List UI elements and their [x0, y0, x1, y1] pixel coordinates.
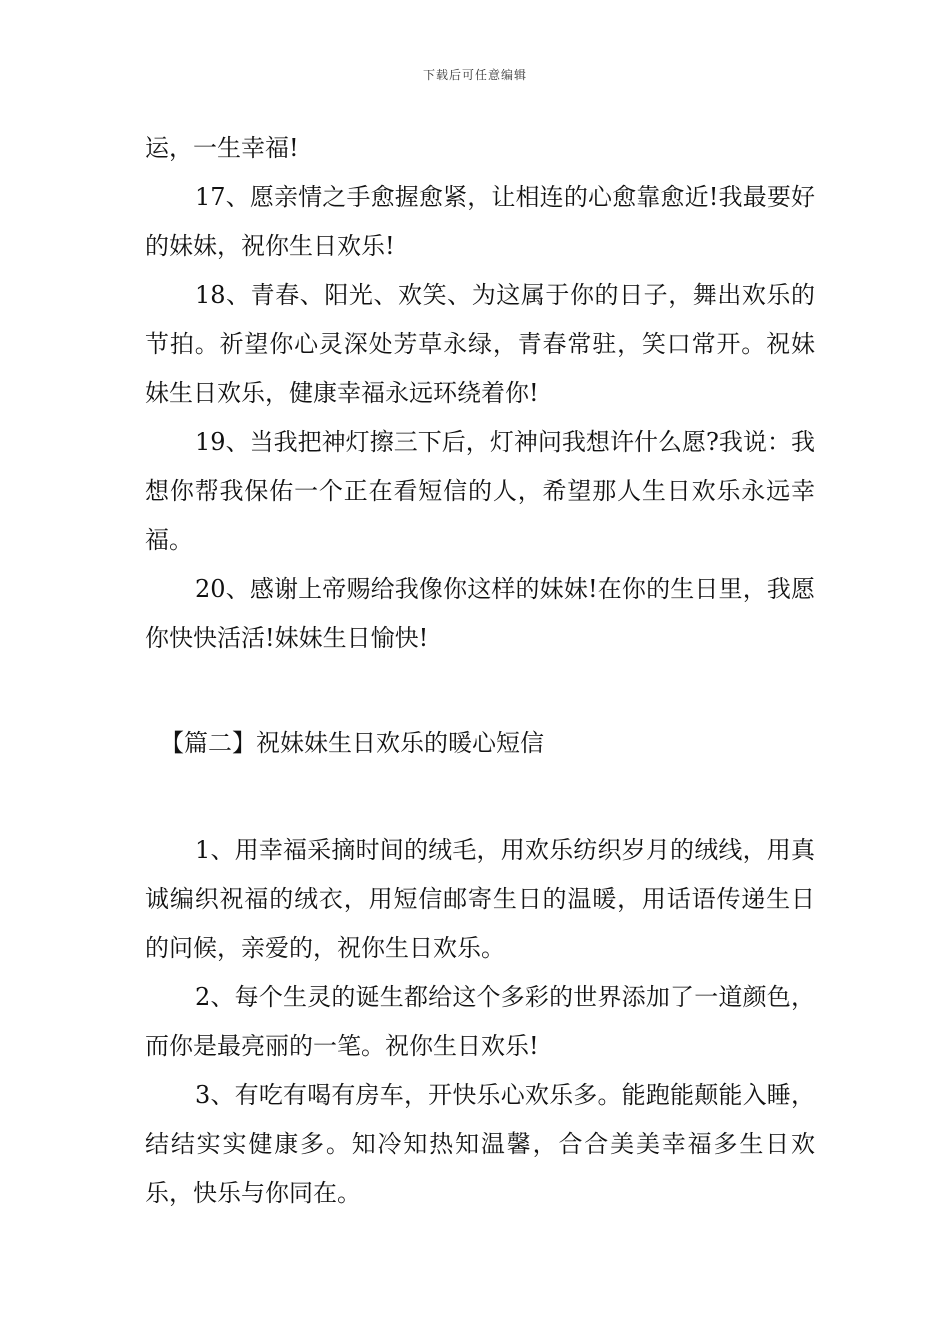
section-title: 【篇二】祝妹妹生日欢乐的暖心短信: [160, 729, 544, 757]
paragraph-item-1: 1、用幸福采摘时间的绒毛，用欢乐纺织岁月的绒线，用真诚编织祝福的绒衣，用短信邮寄生日的温暖，用话语传递生日的问候，亲爱的，祝你生日欢乐。: [145, 836, 815, 962]
paragraph-item-20: 20、感谢上帝赐给我像你这样的妹妹!在你的生日里，我愿你快快活活!妹妹生日愉快!: [145, 575, 815, 652]
paragraph-item-3: 3、有吃有喝有房车，开快乐心欢乐多。能跑能颠能入睡，结结实实健康多。知冷知热知温馨，合合美美幸福多生日欢乐，快乐与你同在。: [145, 1081, 815, 1207]
page-header-note: 下载后可任意编辑: [422, 68, 527, 82]
paragraph-item-17: 17、愿亲情之手愈握愈紧，让相连的心愈靠愈近!我最要好的妹妹，祝你生日欢乐!: [145, 183, 815, 260]
paragraph-item-2: 2、每个生灵的诞生都给这个多彩的世界添加了一道颜色，而你是最亮丽的一笔。祝你生日欢乐!: [145, 983, 815, 1060]
spacer: [145, 768, 815, 826]
spacer: [145, 663, 815, 719]
paragraph-item-19: 19、当我把神灯擦三下后，灯神问我想许什么愿?我说：我想你帮我保佑一个正在看短信的人，希望那人生日欢乐永远幸福。: [145, 428, 815, 554]
paragraph-continuation: 运，一生幸福!: [145, 134, 299, 162]
document-body: [145, 124, 815, 1218]
paragraph-item-18: 18、青春、阳光、欢笑、为这属于你的日子，舞出欢乐的节拍。祈望你心灵深处芳草永绿，青春常驻，笑口常开。祝妹妹生日欢乐，健康幸福永远环绕着你!: [145, 281, 815, 407]
